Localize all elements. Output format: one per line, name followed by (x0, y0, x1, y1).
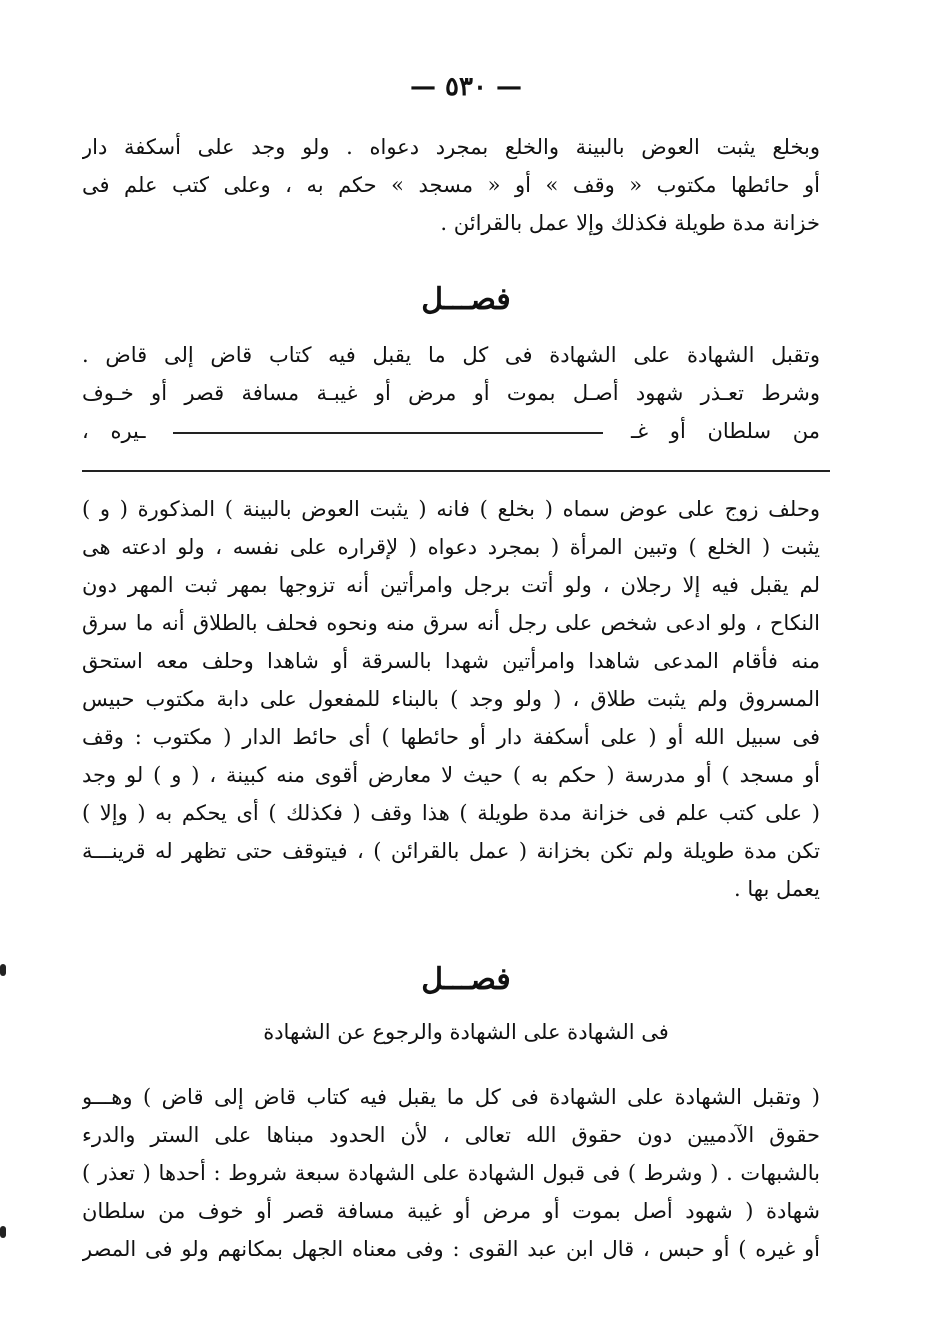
text-line: تكن مدة طويلة ولم تكن بخزانة ( عمل بالقرائن ) ، فيتوقف حتى تظهر له قرينـــة (82, 839, 820, 863)
text-line: المسروق ولم يثبت طلاق ، ( ولو وجد ) بالبناء للمفعول على دابة مكتوب حبيس (82, 687, 820, 711)
section-subheading: فى الشهادة على الشهادة والرجوع عن الشهادة (263, 1020, 669, 1044)
commentary-block (82, 490, 820, 908)
top-text-block (82, 128, 820, 242)
text-fragment: من سلطان أو غـ (630, 419, 820, 443)
page-number: — ٥٣٠ — (409, 72, 523, 102)
text-line: يثبت ( الخلع ) وتبين المرأة ( بمجرد دعواه ( لإقراره على نفسه ، ولو ادعته هى (82, 535, 820, 559)
text-line: أو حائطها مكتوب « وقف » أو « مسجد » حكم به ، وعلى كتب علم فى (82, 173, 820, 197)
text-line: بالشبهات . ( وشرط ) فى قبول الشهادة على الشهادة سبعة شروط : أحدها ( تعذر ) (82, 1161, 820, 1185)
text-line: أو غيره ) أو حبس ، قال ابن عبد القوى : وفى معناه الجهل بمكانهم ولو فى المصر (82, 1237, 820, 1261)
text-line: يعمل بها . (734, 877, 820, 901)
text-line: النكاح ، ولو ادعى شخص على رجل أنه سرق منه ونحوه فحلف بالطلاق أنه ما سرق (82, 611, 820, 635)
text-line: وحلف زوج على عوض سماه ( بخلع ) فانه ( يثبت العوض بالبينة ) المذكورة ( و ) (82, 497, 820, 521)
section-heading: فصـــل (421, 282, 511, 317)
text-line: لم يقبل فيه إلا رجلان ، ولو أتت برجل وامرأتين أنه تزوجها بمهر ثبت المهر دون (82, 573, 820, 597)
text-line: شهادة ( شهود أصل بموت أو مرض أو غيبة مسافة قصر أو خوف من سلطان (82, 1199, 820, 1223)
text-line: وشرط تعـذر شهود أصـل بموت أو مرض أو غيبـة مسافة قصر أو خـوف (82, 381, 820, 405)
section-heading: فصـــل (421, 962, 511, 997)
text-line: أو مسجد ) أو مدرسة ( حكم به ) حيث لا معارض أقوى منه كبينة ، ( و ) لو وجد (82, 763, 820, 787)
text-fragment: ـيره ، (82, 419, 146, 443)
text-line: وتقبل الشهادة على الشهادة فى كل ما يقبل فيه كتاب قاض إلى قاض . (82, 343, 820, 367)
scan-mark (0, 964, 6, 976)
text-line: فى سبيل الله أو ( على أسكفة دار أو حائطها ) أى حائط الدار ( مكتوب : وقف (82, 725, 820, 749)
section-two-block (82, 1078, 820, 1268)
inline-rule (173, 432, 603, 434)
divider-line (82, 470, 830, 472)
section-one-block (82, 336, 820, 450)
text-line: ( وتقبل الشهادة على الشهادة فى كل ما يقبل فيه كتاب قاض إلى قاض ) وهـــو (82, 1085, 820, 1109)
text-line: منه فأقام المدعى شاهدا وامرأتين شهدا بالسرقة أو شاهدا وحلف معه استحق (82, 649, 820, 673)
text-line: حقوق الآدميين دون حقوق الله تعالى ، لأن الحدود مبناها على الستر والدرء (82, 1123, 820, 1147)
split-word-line (82, 412, 820, 450)
scan-mark (0, 1226, 6, 1238)
text-line: وبخلع يثبت العوض بالبينة والخلع بمجرد دعواه . ولو وجد على أسكفة دار (82, 135, 820, 159)
text-line: خزانة مدة طويلة فكذلك وإلا عمل بالقرائن . (440, 211, 820, 235)
text-line: ( على كتب علم فى خزانة مدة طويلة ) هذا وقف ( فكذلك ) أى يحكم به ( وإلا ) (82, 801, 820, 825)
